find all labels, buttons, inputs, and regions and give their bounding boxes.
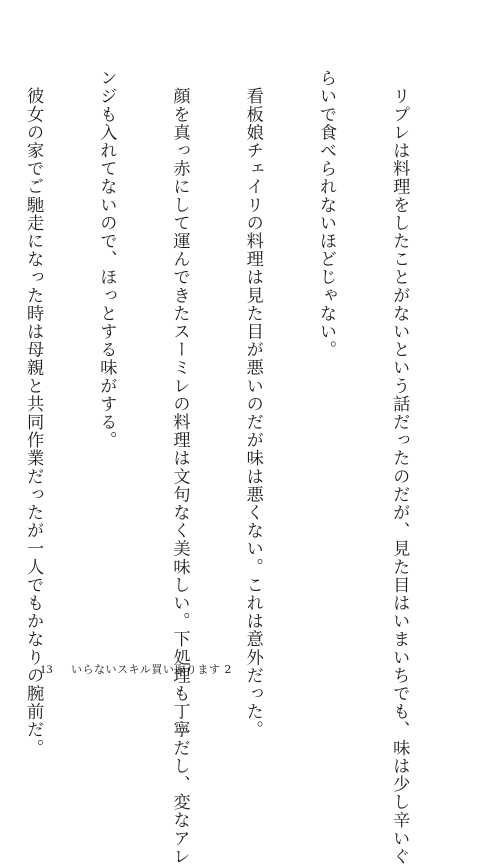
text-line: 看板娘チェイリの料理は見た目が悪いのだが味は悪くない。これは意外だった。 (242, 69, 263, 739)
text-line: 顔を真っ赤にして運んできたスーミレの料理は文句なく美味しい。下処理も丁寧だし、変なアレ (169, 69, 190, 865)
text-line: らいで食べられないほどじゃない。 (315, 69, 336, 359)
text-line: ンジも入れてないので、ほっとする味がする。 (96, 69, 117, 450)
running-title: いらないスキル買い取ります 2 (71, 663, 232, 676)
page-footer (40, 661, 232, 677)
page-number: 13 (40, 662, 53, 676)
text-line: リプレは料理をしたことがないという話だったのだが、見た目はいまいちでも、味は少し辛いぐ (389, 69, 410, 865)
text-line: 彼女の家でご馳走になった時は母親と共同作業だったが一人でもかなりの腕前だ。 (23, 69, 44, 757)
